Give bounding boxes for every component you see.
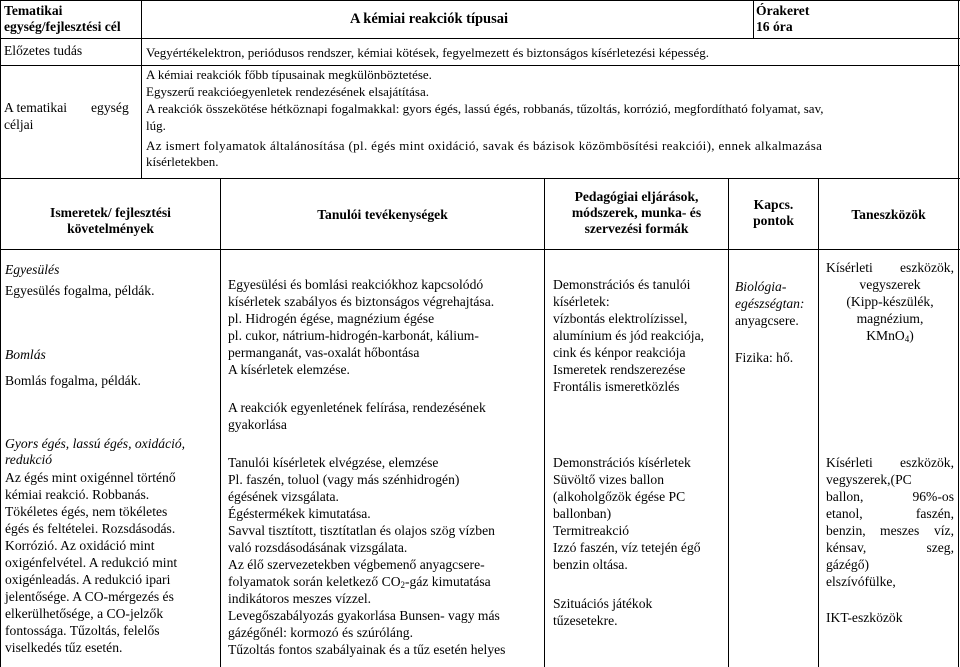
method-line: Süvöltő vizes ballon [553,472,665,487]
goal-line: kísérletekben. [146,154,219,169]
topic-text-line: kémiai reakció. Robbanás. [5,487,150,502]
tools-line [826,455,954,471]
tools-formula: KMnO [866,328,905,343]
method-line: benzin oltása. [553,557,628,572]
method-line: Izzó faszén, víz tetején égő [553,540,701,555]
topic-text-line: Tökéletes égés, nem tökéletes [5,504,168,519]
activity-line: égésének vizsgálata. [228,489,339,504]
col-header-links-l2: pontok [753,213,794,228]
tools-line [826,328,954,344]
hours-value: 16 óra [756,19,793,34]
tools-line [826,540,954,556]
tools-word: Kísérleti [826,455,873,470]
method-line: alumínium és jód reakciója, [553,328,704,343]
link-topic: Fizika: hő. [735,350,794,365]
tools-line: (Kipp-készülék, [846,294,934,309]
goals-label-line2: céljai [4,117,34,132]
tools-line [826,260,954,276]
method-line: Szituációs játékok [553,596,653,611]
activity-line: Egyesülési és bomlási reakciókhoz kapcsolódó [228,277,484,292]
col-header-links [729,197,818,229]
activity-line: Pl. faszén, toluol (vagy más szénhidrogén) [228,472,460,487]
method-line: Frontális ismeretközlés [553,379,680,394]
activity-line: A reakciók egyenletének felírása, rendezésének [228,400,486,415]
link-subject: Biológia- [735,279,787,294]
tools-line [826,506,954,522]
activity-line-part: folyamatok során keletkező CO [228,574,401,589]
tools-word: Kísérleti [826,260,873,275]
topic-title: Egyesülés [5,262,60,277]
col-header-methods [545,189,728,237]
link-subject: egészségtan: [735,296,805,311]
row-line [0,249,960,250]
row-line [0,65,960,66]
tools-formula-end: ) [909,328,914,343]
goals-label-part1: A tematikai [4,100,68,115]
tools-word: víz, [933,523,954,538]
topic-text-line: Korrózió. Az oxidáció mint [5,538,155,553]
activity-line: pl. cukor, nátrium-hidrogén-karbonát, kálium- [228,328,479,343]
tools-line: vegyszerek [859,277,921,292]
activity-line: pl. Hidrogén égése, magnézium égése [228,311,435,326]
method-line: vízbontás elektrolízissel, [553,311,688,326]
tools-word: ballon, [826,489,864,504]
topic-text-line: oxigénleadás. A redukció ipari [5,572,171,587]
row-line [0,38,960,39]
tools-line: IKT-eszközök [826,610,903,625]
col-header-links-l1: Kapcs. [753,197,794,212]
tools-word: benzin, [826,523,866,538]
tools-word: etanol, [826,506,863,521]
activity-line: Savval tisztított, tisztítatlan és olajos szög vízben [228,523,495,538]
topic-title: Gyors égés, lassú égés, oxidáció, [5,436,186,451]
tools-line: vegyszerek,(PC [826,472,912,487]
col-header-methods-l1: Pedagógiai eljárások, [574,189,699,204]
method-line: Demonstrációs és tanulói [553,277,691,292]
subscript: 2 [400,580,406,590]
method-line: Ismeretek rendszerezése [553,362,686,377]
topic-text-line: oxigénfelvétel. A redukció mint [5,555,178,570]
col-header-tools: Taneszközök [851,207,926,222]
topic-title: redukció [5,452,53,467]
topic-text: Egyesülés fogalma, példák. [5,283,155,298]
col-line [220,178,221,667]
col-header-knowledge-l2: követelmények [67,221,154,236]
method-line: tűzesetekre. [553,613,618,628]
method-line: kísérletek: [553,294,610,309]
col-header-methods-l3: szervezési formák [584,221,689,236]
link-topic: anyagcsere. [735,313,799,328]
tools-line: magnézium, [856,311,924,326]
goal-line: Egyszerű reakcióegyenletek rendezésének elsajátítása. [146,84,429,99]
activity-line: Tanulói kísérletek elvégzése, elemzése [228,455,439,470]
prior-knowledge-text: Vegyértékelektron, periódusos rendszer, kémiai kötések, fegyelmezett és biztonságos kísérletezési képesség. [146,45,709,60]
topic-text-line: elkerülhetősége, a CO-jelzők [5,606,164,621]
activity-line: Levegőszabályozás gyakorlása Bunsen- vagy más [228,608,500,623]
goal-line: Az ismert folyamatok általánosítása (pl. égés mint oxidáció, savak és bázisok közömbösítési reakciói), ennek alkalmazása [146,138,823,153]
header-col1-line2: egység/fejlesztési cél [4,19,121,34]
activity-line: gyakorlása [228,417,287,432]
header-col1-line1: Tematikai [4,3,63,18]
activity-line-part: -gáz kimutatása [405,574,491,589]
activity-line: Égéstermékek kimutatása. [228,506,371,521]
activity-line: kísérletek szabályos és biztonságos végrehajtása. [228,294,495,309]
tools-line: gázégő) [826,557,870,572]
table-border-right [958,0,959,667]
activity-line: Az élő szervezetekben végbemenő anyagcsere- [228,557,485,572]
col-line [728,178,729,667]
method-line: (alkoholgőzök égése PC [553,489,686,504]
method-line: ballonban) [553,506,612,521]
topic-text-line: fontossága. Tűzoltás, felelős [5,623,160,638]
col-header-knowledge [1,205,220,237]
col-header-activities: Tanulói tevékenységek [317,207,448,222]
activity-line: indikátoros meszes vízzel. [228,591,372,606]
table-border-left [0,0,1,667]
prior-knowledge-label: Előzetes tudás [4,43,83,58]
activity-line: Tűzoltás fontos szabályainak és a tűz esetén helyes [228,642,506,657]
goal-line: A reakciók összekötése hétköznapi fogalmakkal: gyors égés, lassú égés, robbanás, tűzoltás, korrózió, megfordítható folyamat, sav, [146,101,824,116]
goals-label-part2: egység [91,100,129,115]
tools-line [826,489,954,505]
goal-line: lúg. [146,118,166,133]
topic-text-line: jelentősége. A CO-mérgezés és [5,589,174,604]
tools-word: eszközök, [900,455,954,470]
col-line [141,0,142,178]
tools-word: 96%-os [912,489,954,504]
method-line: cink és kénpor reakciója [553,345,686,360]
topic-text: Bomlás fogalma, példák. [5,373,141,388]
col-line [818,178,819,667]
hours-label: Órakeret [756,3,810,18]
tools-word: eszközök, [900,260,954,275]
tools-word: meszes [880,523,920,538]
activity-line: A kísérletek elemzése. [228,362,350,377]
col-header-methods-l2: módszerek, munka- és [571,205,702,220]
tools-line: elszívófülke, [826,574,896,589]
method-line: Termitreakció [553,523,630,538]
topic-title: Bomlás [5,347,46,362]
col-line [753,0,754,38]
method-line: Demonstrációs kísérletek [553,455,691,470]
goal-line: A kémiai reakciók főbb típusainak megkülönböztetése. [146,67,432,82]
subscript: 4 [904,334,910,344]
col-line [544,178,545,667]
tools-line [826,523,954,539]
page-title: A kémiai reakciók típusai [350,11,509,27]
activity-line: való rozsdásodásának vizsgálata. [228,540,408,555]
topic-text-line: égés és feltételei. Rozsdásodás. [5,521,176,536]
activity-line: gázégőnél: kormozó és szúróláng. [228,625,413,640]
topic-text-line: Az égés mint oxigénnel történő [5,470,176,485]
table-border-top [0,0,960,1]
activity-line: permanganát, vas-oxalát hőbontása [228,345,420,360]
row-line [0,178,960,179]
tools-word: szeg, [926,540,954,555]
activity-line [228,574,491,590]
tools-word: faszén, [915,506,954,521]
topic-text-line: viselkedés tűz esetén. [5,640,123,655]
col-header-knowledge-l1: Ismeretek/ fejlesztési [50,205,171,220]
tools-word: kénsav, [826,540,867,555]
